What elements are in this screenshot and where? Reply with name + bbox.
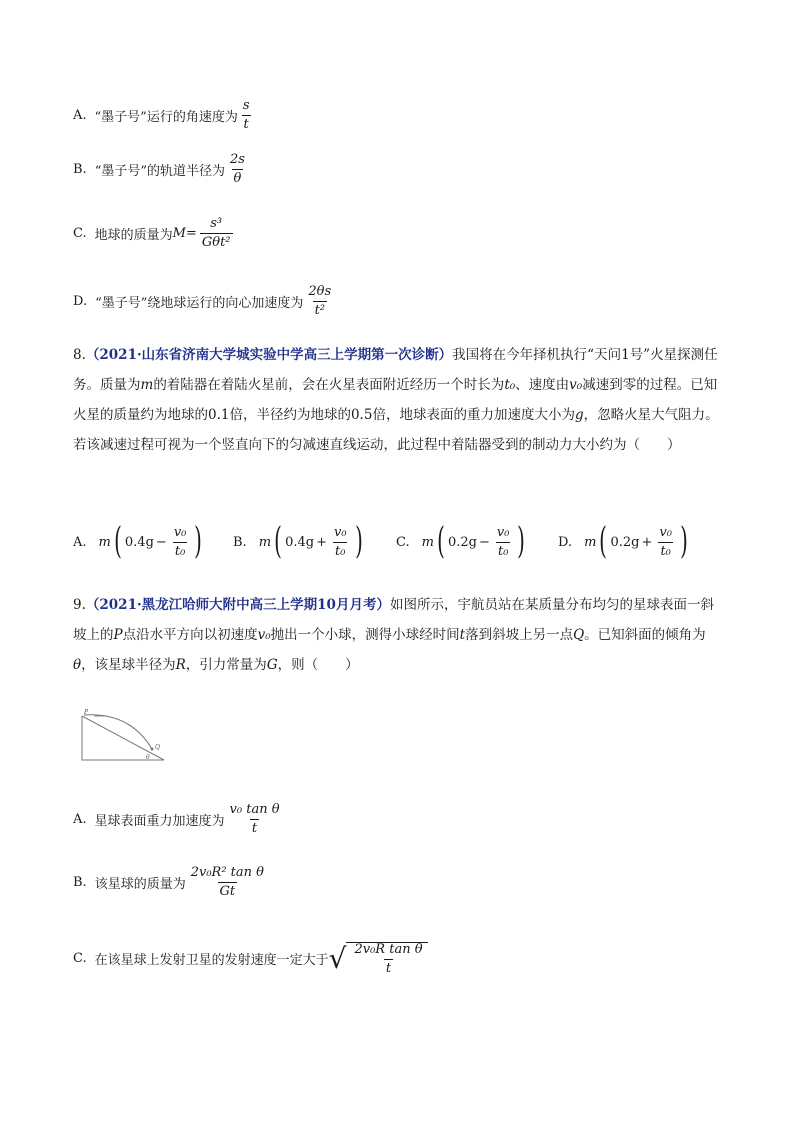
sign: − [155,534,167,550]
option-label: B. [73,874,87,890]
left-paren: ( [599,521,608,562]
coefficient: 0.2g [448,534,477,550]
option-text: “墨子号”的轨道半径为 [94,163,225,179]
option-label: C. [73,225,87,241]
radical-sign: √ [328,941,347,975]
fraction: $\frac{2s}{\theta}$ [229,152,245,186]
variable-m: m [584,534,597,550]
fraction: $\frac{\text{2v₀R² tan θ}}{Gt}$ [190,865,264,899]
q9-option-c [73,942,428,975]
sign: + [641,534,653,550]
coefficient: 0.4g [285,534,315,550]
fraction: $\frac{\text{v₀}}{\text{t₀}}$ [496,524,510,559]
variable-m: m [98,534,111,550]
left-paren: ( [114,521,122,562]
q9-option-b [73,866,269,898]
q9-option-a [73,803,285,835]
option-text: 星球表面重力加速度为 [94,813,225,829]
option-label: C. [396,534,410,550]
fraction: $\frac{\text{v₀}}{\text{t₀}}$ [173,524,187,559]
q8-option-a [73,521,205,562]
left-paren: ( [437,521,445,562]
option-text: 该星球的质量为 [94,876,186,892]
option-label: A. [73,107,87,123]
q7-option-b [73,153,250,185]
sign: + [316,534,327,550]
option-text: 在该星球上发射卫星的发射速度一定大于 [94,953,329,969]
option-label: C. [73,951,87,967]
right-paren: ) [194,521,203,562]
fraction: $\frac{\text{v₀}}{\text{t₀}}$ [659,524,672,559]
q7-option-d [73,285,336,317]
option-label: A. [73,534,87,550]
question-number: 9. [73,597,86,613]
trajectory-curve [84,715,152,749]
parenthesized-expression [111,521,206,562]
q8-option-c [396,521,529,562]
option-text: 地球的质量为 [94,227,173,243]
q8-option-b [233,521,366,562]
left-paren: ( [274,521,282,562]
parenthesized-expression [271,521,366,562]
fraction: $\frac{\text{s³}}{\text{Gθt²}}$ [201,216,231,250]
option-label: A. [73,811,87,827]
question-source: （2021·黑龙江哈师大附中高三上学期10月月考） [85,597,390,613]
incline-slope [82,716,164,760]
option-label: D. [73,293,88,309]
coefficient: 0.4g [124,534,154,550]
fraction: $\frac{s}{t}$ [242,98,250,132]
q9-stem: 9.（2021·黑龙江哈师大附中高三上学期10月月考）如图所示，宇航员站在某质量分布均匀的星球表面一斜坡上的P点沿水平方向以初速度v₀抛出一个小球，测得小球经时间t落到斜坡上另一点Q。已知斜面的倾角为θ，该星球半径为R，引力常量为G，则（ ） [73,597,714,673]
ball-landing-point [151,748,154,751]
parenthesized-expression [596,521,691,562]
q7-option-a [73,99,255,131]
right-paren: ) [354,521,363,562]
label-p: P [84,709,89,716]
option-text: “墨子号”运行的角速度为 [94,109,238,125]
option-label: B. [73,161,87,177]
label-q: Q [155,744,160,751]
question-number: 8. [73,347,86,363]
coefficient: 0.2g [610,534,640,550]
q8-option-d [558,521,691,562]
q7-option-c [73,217,236,249]
square-root [329,942,428,975]
fraction: $\frac{\text{v₀}}{\text{t₀}}$ [333,524,347,559]
right-paren: ) [517,521,526,562]
option-label: B. [233,534,247,550]
variable: M= [172,225,197,241]
fraction: $\frac{2\theta s}{\text{t²}}$ [308,284,332,318]
right-paren: ) [680,521,688,562]
fraction: $\frac{\text{v₀ tan θ}}{t}$ [229,802,280,836]
variable-m: m [421,534,434,550]
incline-figure [80,708,170,764]
question-source: （2021·山东省济南大学城实验中学高三上学期第一次诊断） [85,347,453,363]
fraction: $\frac{\text{2v₀R tan θ}}{t}$ [354,942,423,976]
q8-stem: 8.（2021·山东省济南大学城实验中学高三上学期第一次诊断）我国将在今年择机执行“天问1号”火星探测任务。质量为m的着陆器在着陆火星前，会在火星表面附近经历一个时长为t₀、速度由v₀减速到零的过程。已知火星的质量约为地球的0.1倍，半径约为地球的0.5倍，地球表面的重力加速度大小为g，忽略火星大气阻力。若该减速过程可视为一个竖直向下的匀减速直线运动，此过程中着陆器受到的制动力大小约为（ ） [73,347,719,453]
variable-m: m [258,534,272,550]
label-theta: θ [146,754,150,761]
option-text: “墨子号”绕地球运行的向心加速度为 [95,295,304,311]
sign: − [479,534,490,550]
option-label: D. [558,534,573,550]
parenthesized-expression [434,521,529,562]
